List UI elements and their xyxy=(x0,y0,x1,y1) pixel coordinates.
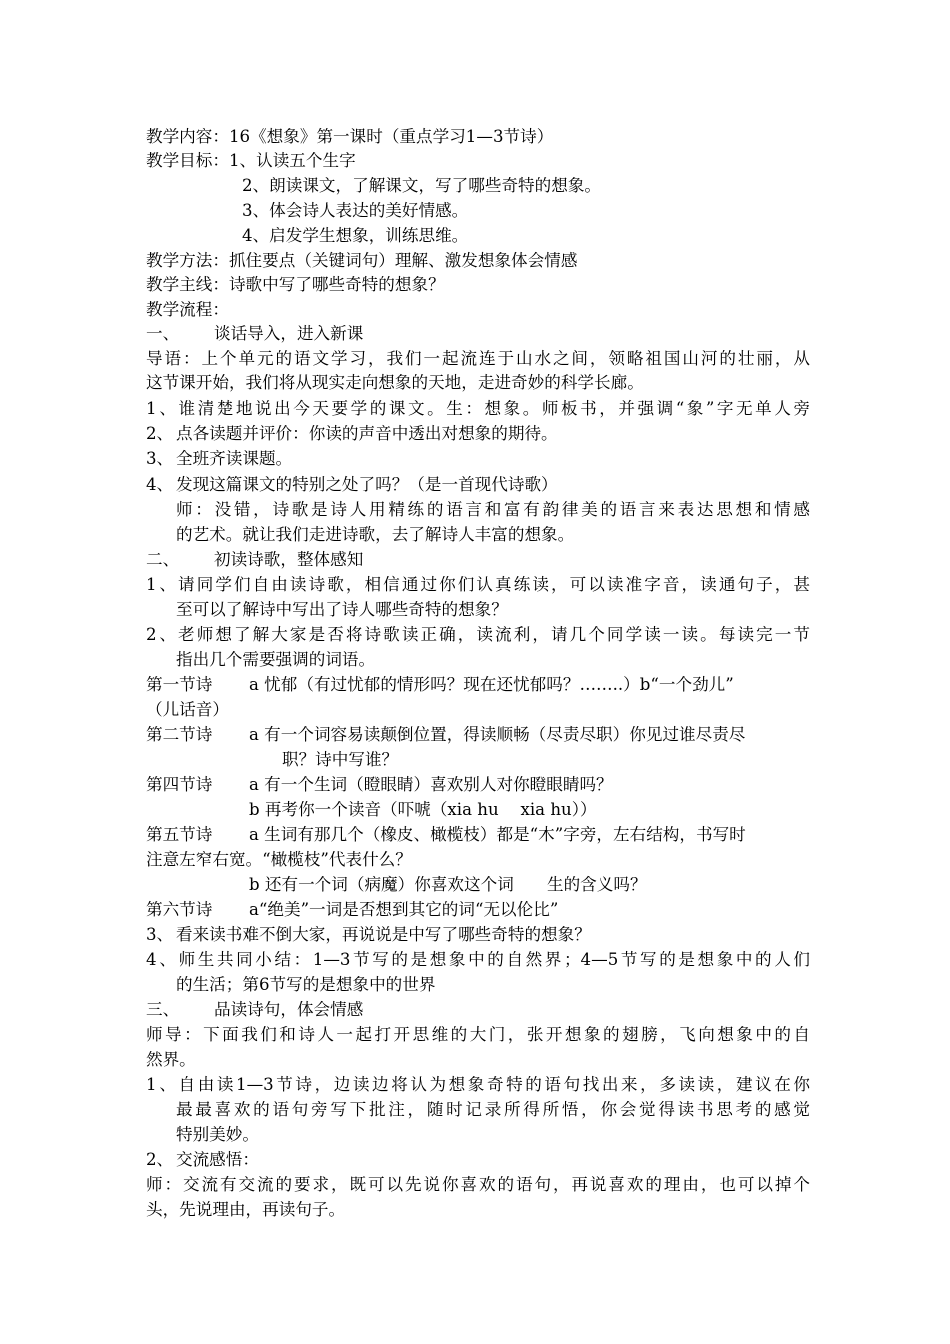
item-number: 3、 xyxy=(146,925,174,944)
item-text: 发现这篇课文的特别之处了吗？（是一首现代诗歌） xyxy=(176,475,558,494)
item-number: 1、 xyxy=(146,1075,176,1094)
stanza-note xyxy=(146,898,810,922)
section-title: 初读诗歌，整体感知 xyxy=(214,550,364,569)
stanza-label: 第二节诗 xyxy=(146,725,213,744)
section-number: 三、 xyxy=(146,1000,180,1019)
paragraph-line: 导语：上个单元的语文学习，我们一起流连于山水之间，领略祖国山河的壮丽，从 xyxy=(146,349,810,368)
stanza-text: a 有一个词容易读颠倒位置，得读顺畅（尽责尽职）你见过谁尽责尽 xyxy=(249,725,746,744)
item-text: 请同学们自由读诗歌，相信通过你们认真练读，可以读准字音，读通句子，甚 xyxy=(176,575,810,594)
paragraph-line: 特别美妙。 xyxy=(176,1125,259,1144)
stanza-note xyxy=(146,723,810,747)
item-number: 1、 xyxy=(146,575,176,594)
stanza-note xyxy=(146,823,810,847)
list-item xyxy=(146,1073,810,1097)
stanza-text: a 有一个生词（瞪眼睛）喜欢别人对你瞪眼睛吗？ xyxy=(249,775,613,794)
section-heading-2 xyxy=(146,548,810,572)
stanza-label: 第四节诗 xyxy=(146,775,213,794)
section-number: 二、 xyxy=(146,550,180,569)
item-number: 1、 xyxy=(146,399,176,418)
section-heading-3 xyxy=(146,998,810,1022)
paragraph-line: 的艺术。就让我们走进诗歌，去了解诗人丰富的想象。 xyxy=(176,525,575,544)
item-text: 老师想了解大家是否将诗歌读正确，读流利，请几个同学读一读。每读完一节 xyxy=(176,625,810,644)
item-number: 2、 xyxy=(146,1150,174,1169)
stanza-text: a 生词有那几个（橡皮、橄榄枝）都是“木”字旁，左右结构，书写时 xyxy=(249,825,746,844)
item-number: 3、 xyxy=(146,449,174,468)
paragraph-line: b 再考你一个读音（吓唬（xia hu xia hu）） xyxy=(249,800,597,819)
stanza-label: 第六节诗 xyxy=(146,900,213,919)
list-item xyxy=(146,473,810,497)
item-text: 谁清楚地说出今天要学的课文。生：想象。师板书，并强调“象”字无单人旁 xyxy=(176,399,810,418)
list-item xyxy=(146,422,810,446)
item-number: 4、 xyxy=(146,475,174,494)
teaching-objectives-3: 3、体会诗人表达的美好情感。 xyxy=(242,201,469,220)
paragraph-line: 的生活；第6节写的是想象中的世界 xyxy=(176,975,436,994)
teaching-mainline: 教学主线：诗歌中写了哪些奇特的想象？ xyxy=(146,275,445,294)
stanza-text: a 忧郁（有过忧郁的情形吗？现在还忧郁吗？……..）b“一个劲儿” xyxy=(249,675,734,694)
section-number: 一、 xyxy=(146,324,180,343)
teaching-content: 教学内容：16《想象》第一课时（重点学习1—3节诗） xyxy=(146,127,554,146)
teaching-method: 教学方法：抓住要点（关键词句）理解、激发想象体会情感 xyxy=(146,251,578,270)
paragraph-line: 师：交流有交流的要求，既可以先说你喜欢的语句，再说喜欢的理由，也可以掉个 xyxy=(146,1175,810,1194)
list-item xyxy=(146,948,810,972)
stanza-note xyxy=(146,673,810,697)
paragraph-line: b 还有一个词（病魔）你喜欢这个词 生的含义吗？ xyxy=(249,875,647,894)
section-heading-1 xyxy=(146,322,810,346)
list-item xyxy=(146,397,810,421)
item-text: 点各读题并评价：你读的声音中透出对想象的期待。 xyxy=(176,424,558,443)
list-item xyxy=(146,447,810,471)
list-item xyxy=(146,573,810,597)
paragraph-line: 至可以了解诗中写出了诗人哪些奇特的想象？ xyxy=(176,600,508,619)
teaching-process-heading: 教学流程： xyxy=(146,300,229,319)
list-item xyxy=(146,923,810,947)
paragraph-line: 然界。 xyxy=(146,1050,196,1069)
teaching-objectives-4: 4、启发学生想象，训练思维。 xyxy=(242,226,469,245)
paragraph-line: 这节课开始，我们将从现实走向想象的天地，走进奇妙的科学长廊。 xyxy=(146,373,644,392)
teaching-objectives-1: 教学目标：1、认读五个生字 xyxy=(146,151,356,170)
stanza-label: 第一节诗 xyxy=(146,675,213,694)
paragraph-line: （儿话音） xyxy=(146,700,229,719)
stanza-note xyxy=(146,773,810,797)
paragraph-line: 最最喜欢的语句旁写下批注，随时记录所得所悟，你会觉得读书思考的感觉 xyxy=(176,1100,810,1119)
paragraph-line: 头，先说理由，再读句子。 xyxy=(146,1200,346,1219)
teaching-objectives-2: 2、朗读课文，了解课文，写了哪些奇特的想象。 xyxy=(242,176,602,195)
paragraph-line: 师导：下面我们和诗人一起打开思维的大门，张开想象的翅膀，飞向想象中的自 xyxy=(146,1025,810,1044)
item-text: 看来读书难不倒大家，再说说是中写了哪些奇特的想象？ xyxy=(176,925,591,944)
item-text: 交流感悟： xyxy=(176,1150,259,1169)
section-title: 品读诗句，体会情感 xyxy=(214,1000,364,1019)
paragraph-line: 注意左窄右宽。“橄榄枝”代表什么？ xyxy=(146,850,412,869)
item-text: 自由读1—3节诗，边读边将认为想象奇特的语句找出来，多读读，建议在你 xyxy=(176,1075,810,1094)
item-text: 全班齐读课题。 xyxy=(176,449,293,468)
item-number: 2、 xyxy=(146,625,176,644)
section-title: 谈话导入，进入新课 xyxy=(214,324,364,343)
list-item xyxy=(146,623,810,647)
paragraph-line: 指出几个需要强调的词语。 xyxy=(176,650,376,669)
item-number: 4、 xyxy=(146,950,176,969)
item-number: 2、 xyxy=(146,424,174,443)
list-item xyxy=(146,1148,810,1172)
stanza-text: a“绝美”一词是否想到其它的词“无以伦比” xyxy=(249,900,559,919)
stanza-label: 第五节诗 xyxy=(146,825,213,844)
paragraph-line: 职？诗中写谁？ xyxy=(282,750,399,769)
item-text: 师生共同小结：1—3节写的是想象中的自然界；4—5节写的是想象中的人们 xyxy=(176,950,810,969)
paragraph-line: 师：没错，诗歌是诗人用精练的语言和富有韵律美的语言来表达思想和情感 xyxy=(176,500,810,519)
